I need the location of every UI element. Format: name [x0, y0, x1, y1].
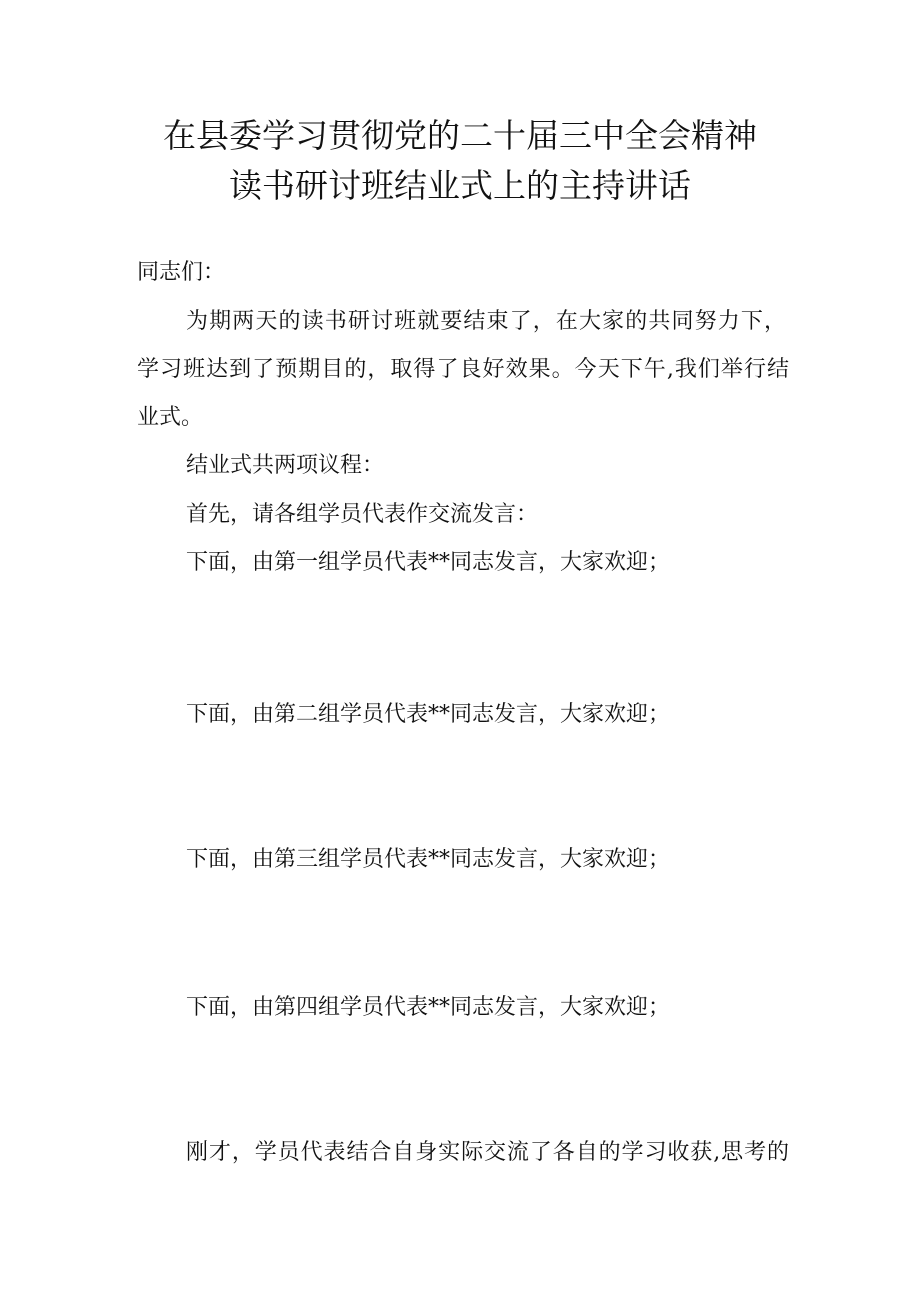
paragraph-1-line-3: 业式。: [137, 405, 204, 430]
paragraph-1-line-2: 学习班达到了预期目的，取得了良好效果。今天下午,我们举行结: [137, 357, 789, 382]
speaker-3-text: 下面，由第三组学员代表**同志发言，大家欢迎；: [186, 847, 671, 872]
document-title-line-1: 在县委学习贯彻党的二十届三中全会精神: [163, 116, 757, 155]
closing-paragraph-line-1: 刚才，学员代表结合自身实际交流了各自的学习收获,思考的: [186, 1140, 789, 1165]
speaker-1-text: 下面，由第一组学员代表**同志发言，大家欢迎；: [186, 550, 671, 575]
first-item-text: 首先，请各组学员代表作交流发言：: [186, 502, 539, 527]
agenda-text: 结业式共两项议程：: [186, 453, 385, 478]
paragraph-1-line-1: 为期两天的读书研讨班就要结束了，在大家的共同努力下，: [186, 309, 786, 334]
document-title-line-2: 读书研讨班结业式上的主持讲话: [229, 166, 691, 205]
speaker-2-text: 下面，由第二组学员代表**同志发言，大家欢迎；: [186, 702, 671, 727]
speaker-4-text: 下面，由第四组学员代表**同志发言，大家欢迎；: [186, 995, 671, 1020]
salutation: 同志们：: [137, 260, 226, 285]
